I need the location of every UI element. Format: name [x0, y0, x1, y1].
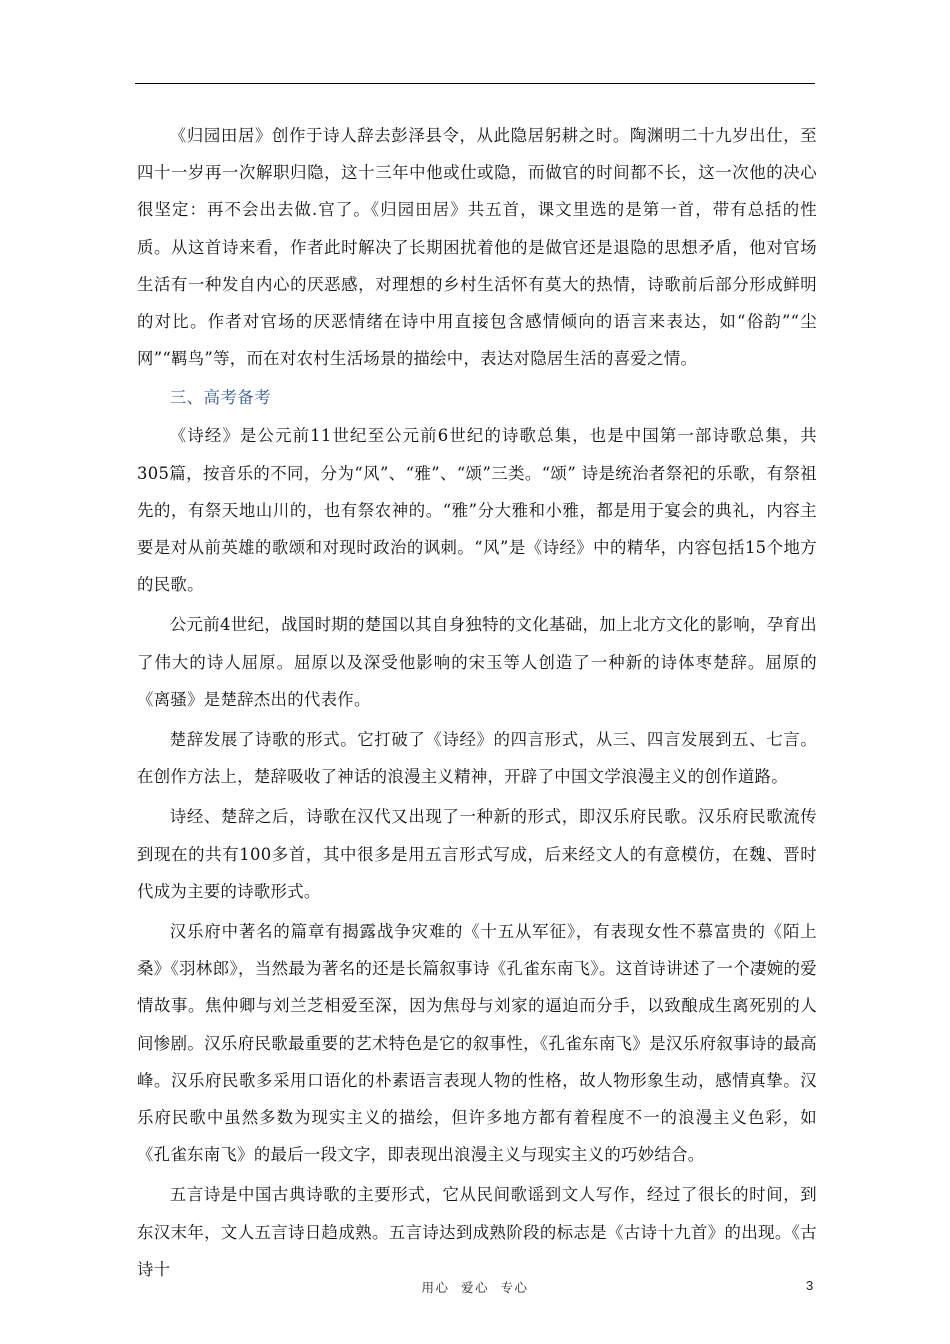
section-heading: 三、高考备考 [169, 388, 272, 408]
paragraph: 汉乐府中著名的篇章有揭露战争灾难的《十五从军征》，有表现女性不慕富贵的《陌上桑》《羽林郎》，当然最为著名的还是长篇叙事诗《孔雀东南飞》。这首诗讲述了一个凄婉的爱情故事。焦仲卿与刘兰芝相爱至深，因为焦母与刘家的逼迫而分手，以致酿成生离死别的人间惨剧。汉乐府民歌最重要的艺术特色是它的叙事性，《孔雀东南飞》是汉乐府叙事诗的最高峰。汉乐府民歌多采用口语化的朴素语言表现人物的性格，故人物形象生动，感情真挚。汉乐府民歌中虽然多数为现实主义的描绘，但许多地方都有着程度不一的浪漫主义色彩，如《孔雀东南飞》的最后一段文字，即表现出浪漫主义与现实主义的巧妙结合。 [137, 922, 817, 1165]
document-body [137, 117, 817, 1291]
page-number: 3 [806, 1278, 814, 1293]
paragraph: 公元前4世纪，战国时期的楚国以其自身独特的文化基础，加上北方文化的影响，孕育出了伟大的诗人屈原。屈原以及深受他影响的宋玉等人创造了一种新的诗体枣楚辞。屈原的《离骚》是楚辞杰出的代表作。 [137, 615, 817, 709]
paragraph: 《归园田居》创作于诗人辞去彭泽县令，从此隐居躬耕之时。陶渊明二十九岁出仕，至四十一岁再一次解职归隐，这十三年中他或仕或隐，而做官的时间都不长，这一次他的决心很坚定：再不会出去做.官了。《归园田居》共五首，课文里选的是第一首，带有总括的性质。从这首诗来看，作者此时解决了长期困扰着他的是做官还是退隐的思想矛盾，他对官场生活有一种发自内心的厌恶感，对理想的乡村生活怀有莫大的热情，诗歌前后部分形成鲜明的对比。作者对官场的厌恶情绪在诗中用直接包含感情倾向的语言来表达，如“俗韵”“尘网”“羁鸟”等，而在对农村生活场景的描绘中，表达对隐居生活的喜爱之情。 [137, 126, 817, 369]
paragraph: 楚辞发展了诗歌的形式。它打破了《诗经》的四言形式，从三、四言发展到五、七言。在创作方法上，楚辞吸收了神话的浪漫主义精神，开辟了中国文学浪漫主义的创作道路。 [137, 730, 817, 787]
paragraph: 诗经、楚辞之后，诗歌在汉代又出现了一种新的形式，即汉乐府民歌。汉乐府民歌流传到现在的共有100多首，其中很多是用五言形式写成，后来经文人的有意模仿，在魏、晋时代成为主要的诗歌形式。 [137, 807, 817, 901]
paragraph: 《诗经》是公元前11世纪至公元前6世纪的诗歌总集，也是中国第一部诗歌总集，共305篇，按音乐的不同，分为“风”、“雅”、“颂”三类。“颂” 诗是统治者祭祀的乐歌，有祭祖先的，有祭天地山川的，也有祭农神的。“雅”分大雅和小雅，都是用于宴会的典礼，内容主要是对从前英雄的歌颂和对现时政治的讽刺。“风”是《诗经》中的精华，内容包括15个地方的民歌。 [137, 426, 817, 595]
paragraph: 五言诗是中国古典诗歌的主要形式，它从民间歌谣到文人写作，经过了很长的时间，到东汉末年，文人五言诗日趋成熟。五言诗达到成熟阶段的标志是《古诗十九首》的出现。《古诗十 [137, 1185, 817, 1279]
header-rule [135, 83, 815, 84]
footer-text: 用心 爱心 专心 [421, 1280, 529, 1295]
